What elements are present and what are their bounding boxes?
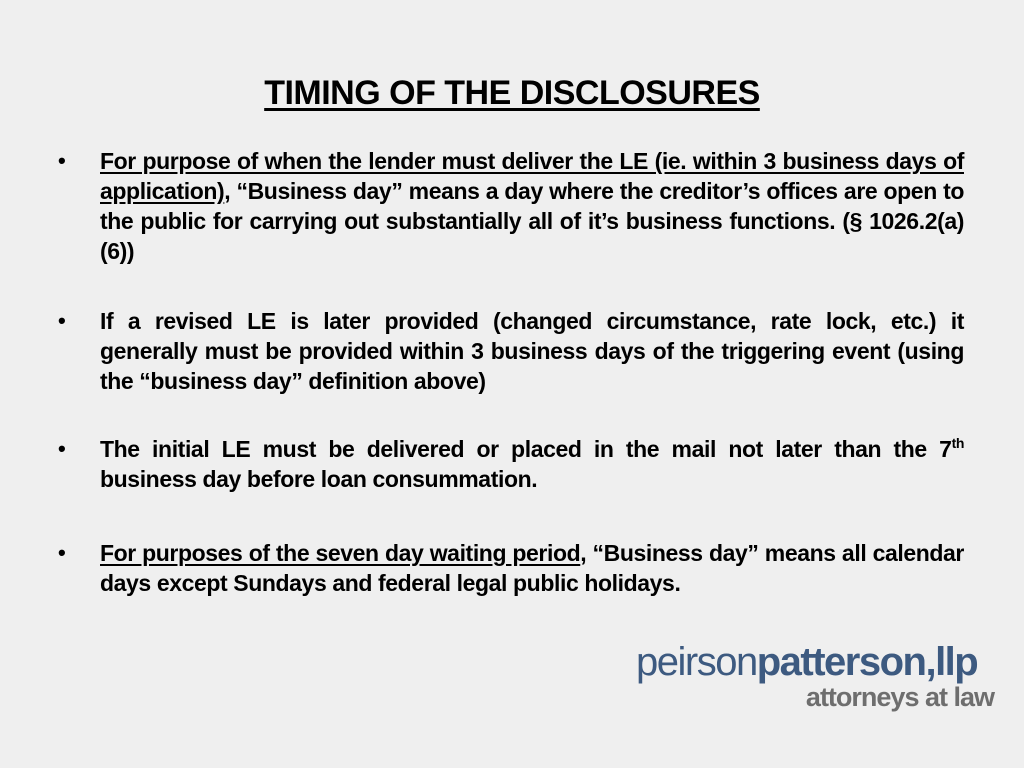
bullet-text: , “Business day” means all calendar days except Sundays and federal legal public holidays.: [100, 540, 964, 596]
bullet-item-seven-day-period: [58, 538, 964, 598]
bullet-marker: •: [58, 436, 66, 461]
logo-wordmark: [636, 640, 977, 684]
logo-part-patterson: patterson: [756, 640, 926, 684]
bullet-superscript: th: [951, 435, 964, 451]
logo-part-llp: ,llp: [925, 640, 978, 684]
bullet-underlined-text: For purposes of the seven day waiting period: [100, 540, 581, 566]
bullet-text: The initial LE must be delivered or placed in the mail not later than the 7: [100, 436, 952, 462]
bullet-marker: •: [58, 308, 66, 333]
logo-tagline: attorneys at law: [805, 682, 994, 712]
slide-title-text: TIMING OF THE DISCLOSURES: [264, 74, 760, 112]
bullet-item-business-day-le: [58, 146, 964, 266]
bullet-text: business day before loan consummation.: [100, 466, 538, 492]
bullet-underlined-text: For purpose of when the lender must deliver the LE (ie. within 3 business days of application): [100, 148, 964, 204]
bullet-text: , “Business day” means a day where the creditor’s offices are open to the public for carrying out substantially all of it’s business functions. (§ 1026.2(a)(6)): [100, 178, 964, 264]
logo-part-peirson: peirson: [636, 640, 757, 684]
bullet-marker: •: [58, 148, 66, 173]
bullet-item-revised-le: [58, 306, 964, 396]
bullet-marker: •: [58, 540, 66, 565]
slide-title: [0, 74, 1024, 113]
bullet-item-initial-le: [58, 434, 964, 494]
bullet-list: [58, 146, 964, 638]
company-logo: [636, 640, 996, 714]
bullet-text: If a revised LE is later provided (changed circumstance, rate lock, etc.) it generally must be provided within 3 business days of the triggering event (using the “business day” definition above): [100, 308, 964, 394]
